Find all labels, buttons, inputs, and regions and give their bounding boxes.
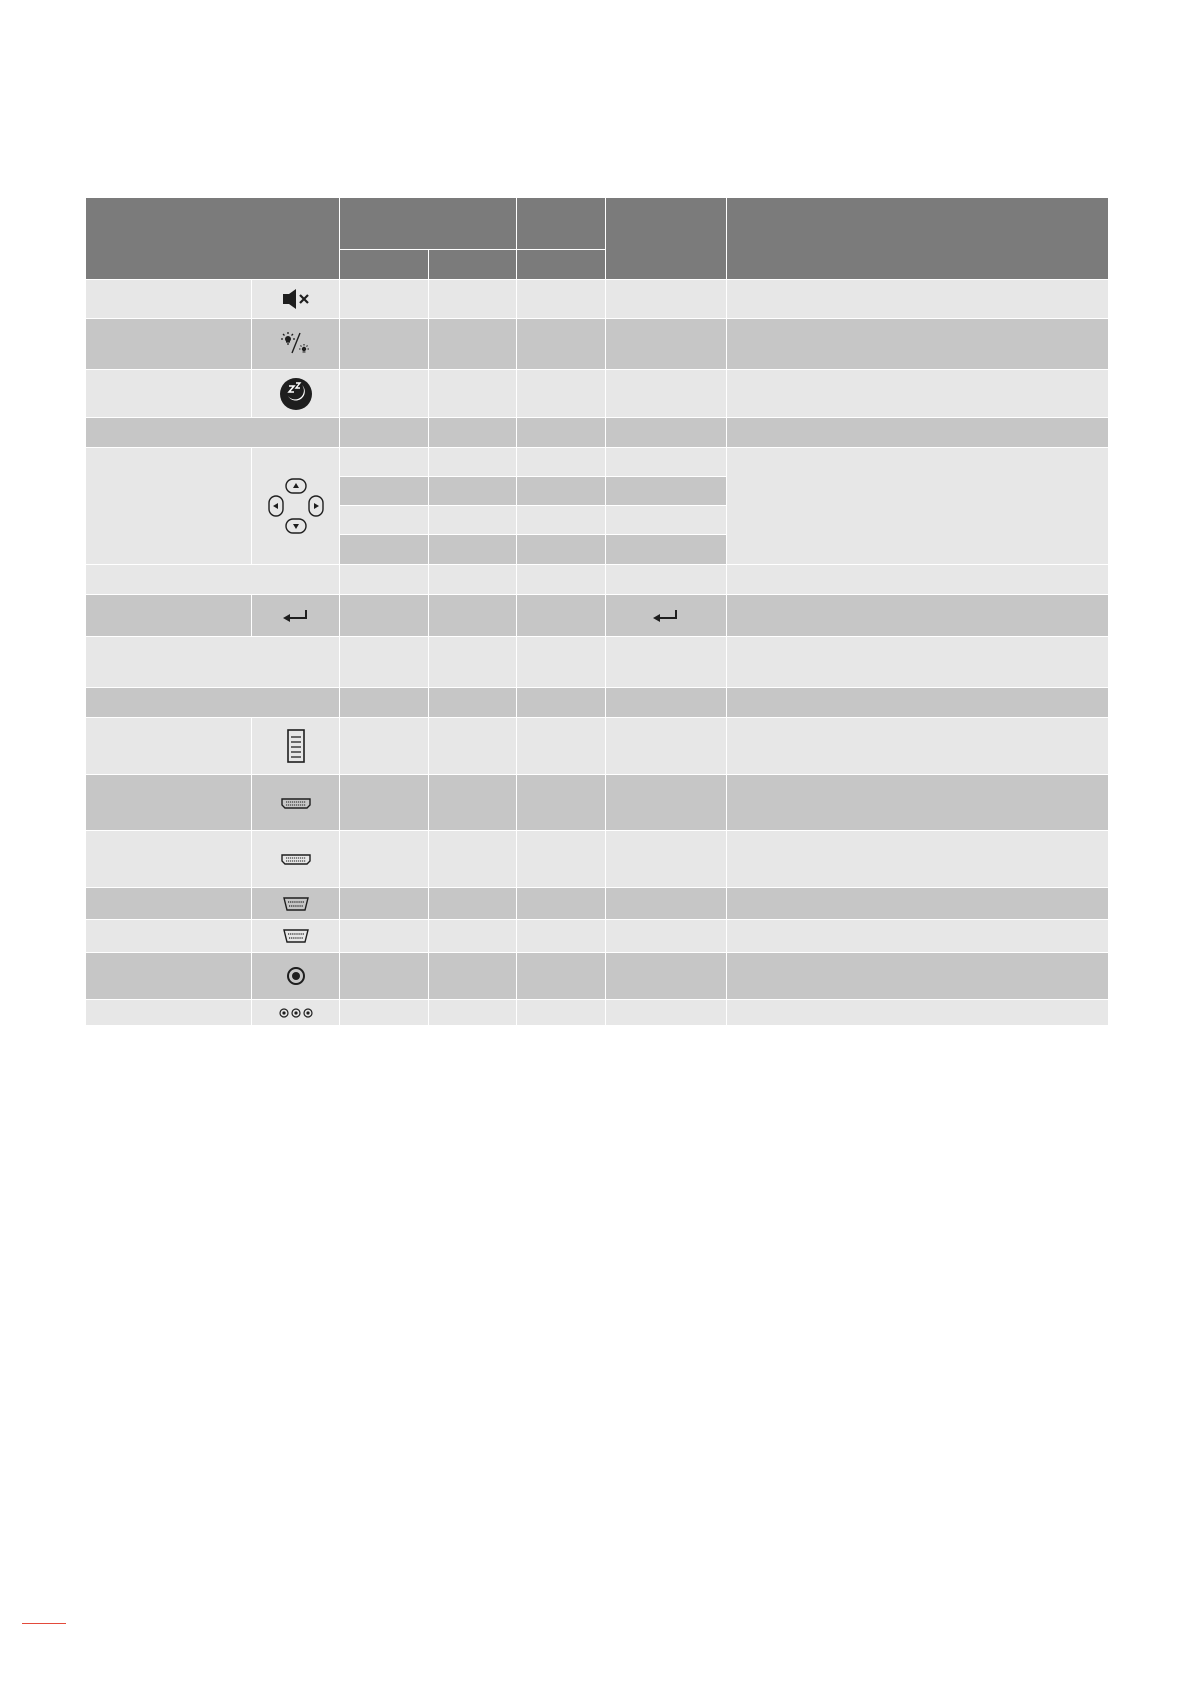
table-cell	[727, 319, 1109, 370]
table-cell	[727, 370, 1109, 418]
table-cell	[340, 370, 429, 418]
table-row-icon-cell	[252, 920, 340, 953]
table-cell	[727, 448, 1109, 565]
table-cell	[517, 477, 606, 506]
table-cell	[517, 920, 606, 953]
header-cell-key	[606, 198, 727, 280]
table-cell	[340, 718, 429, 775]
table-cell	[429, 920, 517, 953]
table-cell	[429, 565, 517, 595]
table-cell	[606, 319, 727, 370]
table-cell	[606, 831, 727, 888]
table-cell	[517, 888, 606, 920]
enter-arrow-icon	[276, 596, 316, 636]
table-cell	[727, 688, 1109, 718]
table-cell	[727, 637, 1109, 688]
table-row-icon-cell	[252, 1000, 340, 1026]
table-cell	[727, 418, 1109, 448]
table-cell	[429, 595, 517, 637]
table-cell	[340, 477, 429, 506]
table-row-icon-cell	[252, 319, 340, 370]
table-cell	[727, 775, 1109, 831]
brightness-dimmer-icon	[276, 324, 316, 364]
table-cell	[606, 953, 727, 1000]
table-cell	[429, 831, 517, 888]
table-cell	[517, 280, 606, 319]
table-row-label	[86, 280, 252, 319]
table-cell	[340, 1000, 429, 1026]
circle-dot-icon	[276, 956, 316, 996]
table-row-icon-cell	[252, 718, 340, 775]
table-row-label	[86, 920, 252, 953]
table-cell	[340, 637, 429, 688]
table-cell	[517, 565, 606, 595]
table-cell	[517, 448, 606, 477]
header-cell-col3	[517, 198, 606, 250]
table-cell	[727, 565, 1109, 595]
table-cell	[429, 506, 517, 535]
table-cell	[606, 477, 727, 506]
table-cell	[340, 688, 429, 718]
table-row-icon-cell	[252, 370, 340, 418]
table-cell	[606, 370, 727, 418]
hdmi-port-icon	[276, 839, 316, 879]
table-cell	[517, 418, 606, 448]
table-cell	[606, 888, 727, 920]
table-row-label	[86, 718, 252, 775]
table-cell	[429, 775, 517, 831]
table-cell	[340, 418, 429, 448]
table-cell	[517, 775, 606, 831]
table-cell	[429, 535, 517, 565]
table-cell	[429, 280, 517, 319]
table-row-icon-cell	[252, 831, 340, 888]
table-cell	[429, 370, 517, 418]
header-subcell-2	[429, 250, 517, 280]
header-cell-description	[727, 198, 1109, 280]
table-cell	[340, 775, 429, 831]
table-row-label	[86, 831, 252, 888]
table-row-label	[86, 775, 252, 831]
table-row-label	[86, 565, 340, 595]
table-cell	[429, 448, 517, 477]
menu-document-icon	[276, 726, 316, 766]
table-cell	[429, 688, 517, 718]
hdmi-port-icon	[276, 783, 316, 823]
table-cell	[340, 920, 429, 953]
table-cell	[340, 953, 429, 1000]
table-cell	[517, 831, 606, 888]
table-cell	[429, 418, 517, 448]
table-row-label	[86, 888, 252, 920]
table-cell	[340, 319, 429, 370]
table-cell	[340, 565, 429, 595]
table-cell	[606, 920, 727, 953]
enter-arrow-icon	[646, 596, 686, 636]
table-cell	[727, 953, 1109, 1000]
table-cell	[340, 448, 429, 477]
table-cell	[517, 718, 606, 775]
table-cell	[340, 595, 429, 637]
table-cell	[517, 595, 606, 637]
table-row-label	[86, 418, 340, 448]
table-row-icon-cell	[252, 775, 340, 831]
table-cell	[517, 506, 606, 535]
remote-function-table	[86, 198, 1109, 1026]
sleep-icon	[276, 374, 316, 414]
header-subcell-3	[517, 250, 606, 280]
table-cell	[606, 565, 727, 595]
footer-accent-line	[22, 1623, 66, 1624]
table-cell	[606, 1000, 727, 1026]
table-cell	[340, 280, 429, 319]
table-cell	[429, 319, 517, 370]
table-cell	[517, 535, 606, 565]
table-cell	[727, 595, 1109, 637]
three-circles-icon	[276, 1006, 316, 1020]
speaker-mute-icon	[276, 279, 316, 319]
table-cell	[429, 637, 517, 688]
table-row-icon-cell	[252, 953, 340, 1000]
header-cell-function	[86, 198, 340, 280]
table-cell	[606, 775, 727, 831]
table-row-label	[86, 448, 252, 565]
table-row-label	[86, 370, 252, 418]
table-cell	[727, 718, 1109, 775]
table-cell	[606, 595, 727, 637]
table-cell	[727, 920, 1109, 953]
table-cell	[340, 506, 429, 535]
table-cell	[429, 477, 517, 506]
directional-pad-icon	[264, 474, 328, 538]
table-cell	[429, 1000, 517, 1026]
table-cell	[727, 888, 1109, 920]
table-row-label	[86, 953, 252, 1000]
table-row-icon-cell	[252, 595, 340, 637]
table-row-icon-cell	[252, 280, 340, 319]
table-cell	[429, 953, 517, 1000]
table-cell	[606, 280, 727, 319]
table-row-label	[86, 1000, 252, 1026]
table-row-label	[86, 319, 252, 370]
table-cell	[340, 831, 429, 888]
table-cell	[517, 1000, 606, 1026]
table-cell	[340, 535, 429, 565]
table-cell	[727, 1000, 1109, 1026]
table-row-icon-cell	[252, 448, 340, 565]
table-cell	[517, 370, 606, 418]
table-cell	[606, 688, 727, 718]
table-cell	[517, 688, 606, 718]
table-cell	[606, 418, 727, 448]
table-cell	[606, 448, 727, 477]
table-cell	[340, 888, 429, 920]
table-row-label	[86, 595, 252, 637]
table-row-label	[86, 688, 340, 718]
table-cell	[727, 831, 1109, 888]
table-cell	[606, 637, 727, 688]
table-row-label	[86, 637, 340, 688]
header-cell-group	[340, 198, 517, 250]
table-cell	[517, 637, 606, 688]
table-cell	[429, 718, 517, 775]
table-cell	[606, 506, 727, 535]
table-cell	[606, 718, 727, 775]
table-cell	[429, 888, 517, 920]
table-cell	[727, 280, 1109, 319]
header-subcell-1	[340, 250, 429, 280]
table-cell	[606, 535, 727, 565]
table-cell	[517, 953, 606, 1000]
vga-port-icon	[276, 916, 316, 956]
table-cell	[517, 319, 606, 370]
